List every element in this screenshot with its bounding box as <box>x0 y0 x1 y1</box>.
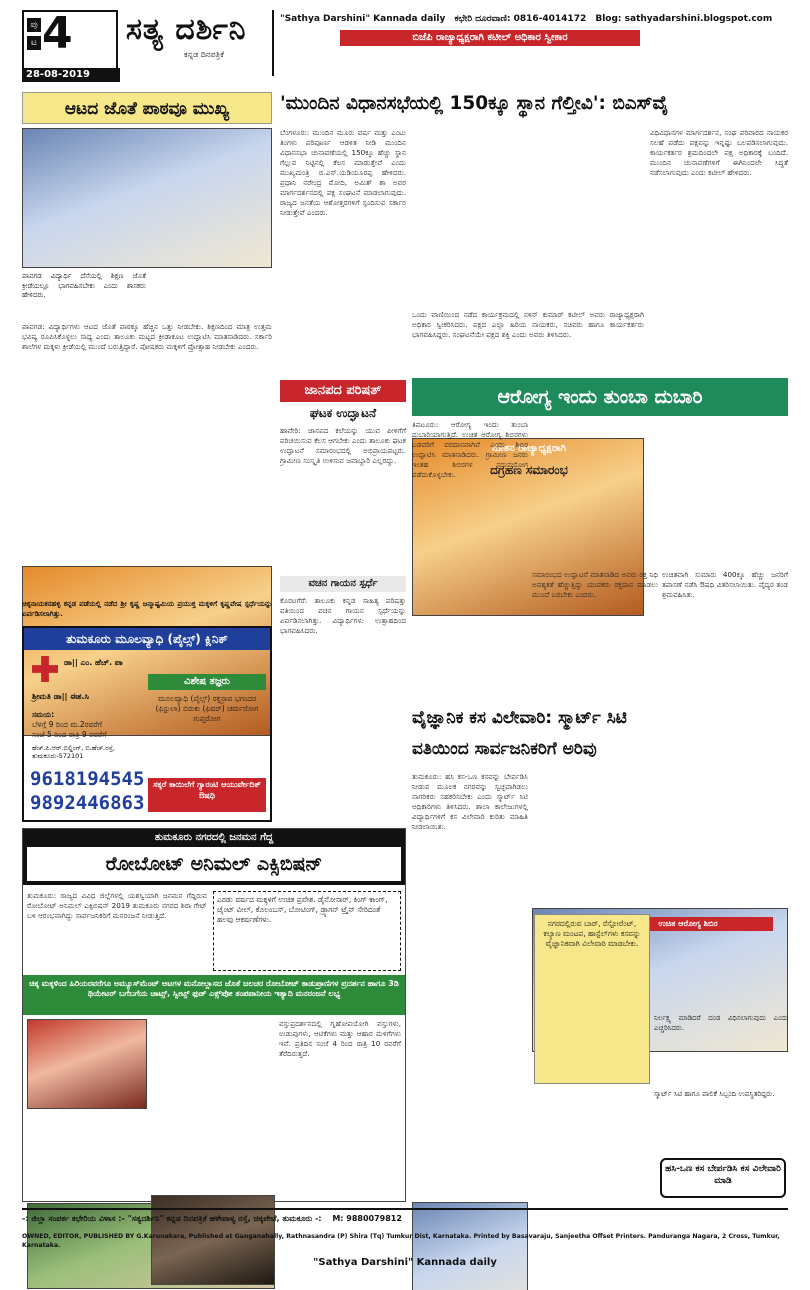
clinic-title: ತುಮಕೂರು ಮೂಲವ್ಯಾಧಿ (ಪೈಲ್ಸ್) ಕ್ಲಿನಿಕ್ <box>24 628 270 650</box>
clinic-phone-1[interactable]: 9618194545 <box>30 768 145 790</box>
red-cross-icon <box>32 656 58 682</box>
lead-photo-banner: ನೂತನ ರಾಜ್ಯಾಧ್ಯಕ್ಷರಾಗಿ <box>491 443 567 454</box>
lead-col-3: ವಿಧಿವಿಧಾನಗಳ ಮಾರ್ಗದರ್ಶನ, ಸಂಘ ಪರಿವಾರದ ನಾಯಕರ ಸಲಹೆ ಪಡೆದು ಪಕ್ಷವನ್ನು ಇನ್ನಷ್ಟು ಬಲಪಡಿಸಲಾಗುವುದು. ಕಾರ್ಯಕರ್ತರ ಶ್ರಮದಿಂದಲೇ ಪಕ್ಷ ಅಧಿಕಾರಕ್ಕೆ ಬಂದಿದೆ. ಮುಂದಿನ ಚುನಾವಣೆಗಳಿಗೆ ಈಗಿನಿಂದಲೇ ಸಿದ್ಧತೆ ನಡೆಸಲಾಗುವುದು ಎಂದು ಕಟೀಲ್ ಹೇಳಿದರು. <box>650 128 788 177</box>
left-caption-2: ಚಿಕ್ಕನಾಯಕನಹಳ್ಳಿ ಕನ್ನಡ ಪಡೆಯಲ್ಲಿ ನಡೆದ ಶ್ರೀ ಕೃಷ್ಣ ಜನ್ಮಾಷ್ಟಮಿಯ ಪ್ರಯುಕ್ತ ಮಕ್ಕಳಿಗೆ ಕೃಷ್ಣವೇಷ ಸ್ಪರ್ಧೆಯನ್ನು ಏರ್ಪಡಿಸಲಾಗಿತ್ತು. <box>22 600 272 618</box>
footer-mobile[interactable]: M: 9880079812 <box>332 1214 402 1223</box>
health-body-3: ಉಚಿತವಾಗಿ ಸುಮಾರು 400ಕ್ಕೂ ಹೆಚ್ಚು ಜನರಿಗೆ ತಪಾಸಣೆ ನಡೆಸಿ ಔಷಧಿ ವಿತರಿಸಲಾಯಿತು. ವೈದ್ಯರ ತಂಡ ಶ್ರಮವಹಿಸಿತು. <box>662 570 788 599</box>
date-bar: 28-08-2019 <box>22 68 120 82</box>
clinic-address: ಹೆಚ್.ಪಿ.ಆರ್.ಬಿಲ್ಡಿಂಗ್, ಬಿ.ಹೆಚ್.ರಸ್ತೆ, ತುಮಕೂರು-572101 <box>32 744 115 760</box>
blog-link[interactable]: Blog: sathyadarshini.blogspot.com <box>595 14 773 24</box>
left-body: ಪಾವಗಡ: ವಿದ್ಯಾರ್ಥಿಗಳು ಆಟದ ಜೊತೆ ಪಾಠಕ್ಕೂ ಹೆಚ್ಚಿನ ಒತ್ತು ನೀಡಬೇಕು. ಶಿಕ್ಷಣದಿಂದ ಮಾತ್ರ ಉತ್ತಮ ಭವಿಷ್ಯ ರೂಪಿಸಿಕೊಳ್ಳಲು ಸಾಧ್ಯ ಎಂದು ತಾಲೂಕು ಮಟ್ಟದ ಕ್ರೀಡಾಕೂಟ ಉದ್ಘಾಟಿಸಿ ಮಾತನಾಡಿದರು. ಸರ್ಕಾರಿ ಶಾಲೆಗಳ ಮಕ್ಕಳು ಕ್ರೀಡೆಯಲ್ಲಿ ಮುಂದೆ ಬರುತ್ತಿದ್ದಾರೆ. ಪೋಷಕರು ಮಕ್ಕಳಿಗೆ ಪ್ರೋತ್ಸಾಹ ನೀಡಬೇಕು ಎಂದರು. <box>22 322 272 351</box>
smartcity-headline-1: ವೈಜ್ಞಾನಿಕ ಕಸ ವಿಲೇವಾರಿ: ಸ್ಮಾರ್ಟ್ ಸಿಟಿ <box>412 708 627 728</box>
lead-col-2: ಒಂದು ವಾಣಿಯಿಂದ ನಡೆದ ಕಾರ್ಯಕ್ರಮದಲ್ಲಿ ನಳಿನ್ ಕುಮಾರ್ ಕಟೀಲ್ ಅವರು ರಾಜ್ಯಾಧ್ಯಕ್ಷರಾಗಿ ಅಧಿಕಾರ ಸ್ವೀಕರಿಸಿದರು. ಪಕ್ಷದ ಎಲ್ಲಾ ಹಿರಿಯ ನಾಯಕರು, ಸಚಿವರು ಹಾಗೂ ಕಾರ್ಯಕರ್ತರು ಭಾಗವಹಿಸಿದ್ದರು. ಸಂಘಟನೆಯೇ ಪಕ್ಷದ ಶಕ್ತಿ ಎಂದು ಅವರು ತಿಳಿಸಿದರು. <box>412 310 644 339</box>
panchayat-subhead: ಘಟಕ ಉದ್ಘಾಟನೆ <box>309 406 377 420</box>
robot-boxed: ಎರಡು ವರ್ಷದ ಮಕ್ಕಳಿಗೆ ಉಚಿತ ಪ್ರವೇಶ. ಡೈನೋಸಾರ್, ಕಿಂಗ್ ಕಾಂಗ್, ಜೈಂಟ್ ವೀಲ್, ಕೊಲಂಬಸ್, ಬೋಟಿಂಗ್, ಡ್ರ್ಯಾಗನ್ ಟ್ರೈನ್ ಸೇರಿದಂತೆ ಹಲವು ಆಕರ್ಷಣೆಗಳು. <box>213 891 401 971</box>
footer-paper-name: "Sathya Darshini" Kannada daily <box>313 1257 497 1268</box>
clinic-timing-2: ಸಂಜೆ 5 ರಿಂದ ರಾತ್ರಿ 9 ರವರೆಗೆ <box>32 730 107 739</box>
paper-tagline: ಕನ್ನಡ ದಿನಪತ್ರಿಕೆ <box>184 50 225 59</box>
lead-kicker: ಬಿಜೆಪಿ ರಾಜ್ಯಾಧ್ಯಕ್ಷರಾಗಿ ಕಟೀಲ್ ಅಧಿಕಾರ ಸ್ವೀಕಾರ <box>340 30 640 46</box>
clinic-timing <box>32 710 146 742</box>
office-phone: ಕಛೇರಿ ದೂರವಾಣಿ: 0816-4014172 <box>454 14 587 24</box>
panchayat-body: ಹಾವೇರಿ: ಜಾನಪದ ಕಲೆಯನ್ನು ಯುವ ಪೀಳಿಗೆಗೆ ಪರಿಚಯಿಸುವ ಕೆಲಸ ಆಗಬೇಕು ಎಂದು ತಾಲೂಕು ಘಟಕ ಉದ್ಘಾಟನೆ ಸಮಾರಂಭದಲ್ಲಿ ಅಭಿಪ್ರಾಯಪಟ್ಟರು. ಗ್ರಾಮೀಣ ಸಂಸ್ಕೃತಿ ಉಳಿಸುವ ಜವಾಬ್ದಾರಿ ಎಲ್ಲರದ್ದು. <box>280 426 406 465</box>
clinic-timing-1: ಬೆಳಿಗ್ಗೆ 9 ರಿಂದ ಮ.2ರವರೆಗೆ <box>32 720 103 729</box>
health-body-2: ಸಮಾರಂಭದ ಉದ್ಘಾಟನೆ ಮಾತನಾಡಿದ ಅವರು ರಕ್ತ ನಿಧಿ ಅವಶ್ಯಕತೆ ಹೆಚ್ಚುತ್ತಿದ್ದು ಯುವಕರು ರಕ್ತದಾನ ಮಾಡಲು ಮುಂದೆ ಬರಬೇಕು ಎಂದರು. <box>532 570 658 599</box>
robot-highlight: ಚಿಕ್ಕ ಮಕ್ಕಳಿಂದ ಹಿರಿಯರವರೆಗೂ ಅಮ್ಯೂಸ್‌ಮೆಂಟ್ ಆಟಗಳ ಮನೋಲ್ಲಾಸದ ಜೊತೆ ಜಲಚರ ರೋಬೋಟ್ ಕಾಡುಪ್ರಾಣಿಗಳ ಪ್ರದರ್ಶನ ಹಾಗೂ 3ಡಿ ಥಿಯೇಟರ್ ಬಗೆಬಗೆಯ ಚಾಟ್ಸ್, ಸ್ವೀಟ್ಸ್ ಫುಡ್ ಎಕ್ಸ್‌ಪೋ ತಂಪಪಾನೀಯ ಇತ್ಯಾದಿ ಮನರಂಜನೆ ಲಭ್ಯ <box>23 975 405 1015</box>
smartcity-caption: ನಿರ್ಲಕ್ಷ್ಯ ಮಾಡಿದರೆ ದಂಡ ವಿಧಿಸಲಾಗುವುದು ಎಂದು ಎಚ್ಚರಿಸಿದರು. <box>654 1014 788 1032</box>
robot-headline: ರೋಬೋಟ್ ಅನಿಮಲ್ ಎಕ್ಸಿಬಿಷನ್ <box>27 847 401 881</box>
smartcity-badge: ಹಸಿ-ಒಣ ಕಸ ಬೇರ್ಪಡಿಸಿ ಕಸ ವಿಲೇವಾರಿ ಮಾಡಿ <box>660 1158 786 1198</box>
page-label-top: ಪು <box>27 18 41 32</box>
smartcity-body: ತುಮಕೂರು: ಹಸಿ ಕಸ-ಒಣ ಕಸವನ್ನು ಬೇರ್ಪಡಿಸಿ ನೀಡುವ ಮೂಲಕ ನಗರವನ್ನು ಸ್ವಚ್ಛವಾಗಿಡಲು ನಾಗರಿಕರು ಸಹಕರಿಸಬೇಕು ಎಂದು ಸ್ಮಾರ್ಟ್ ಸಿಟಿ ಅಧಿಕಾರಿಗಳು ತಿಳಿಸಿದರು. ಶಾಲಾ ಕಾಲೇಜುಗಳಲ್ಲಿ ವಿದ್ಯಾರ್ಥಿಗಳಿಗೆ ಕಸ ವಿಲೇವಾರಿ ಕುರಿತು ಮಾಹಿತಿ ನೀಡಲಾಯಿತು. <box>412 772 528 831</box>
smartcity-headline-2: ವತಿಯಿಂದ ಸಾರ್ವಜನಿಕರಿಗೆ ಅರಿವು <box>412 739 597 759</box>
page-number-box <box>22 8 247 80</box>
left-caption-1: ಪಾವಗಡ ವಿದ್ಯಾರ್ಥಿ ದೆಸೆಯಲ್ಲಿ ಶಿಕ್ಷಣ ಜೊತೆ ಕ್ರೀಡೆಯಲ್ಲೂ ಭಾಗವಹಿಸಬೇಕು ಎಂದು ಶಾಸಕರು ಹೇಳಿದರು. <box>22 272 146 299</box>
robot-side-text: ವಸ್ತುಪ್ರದರ್ಶನದಲ್ಲಿ ಗೃಹೋಪಯೋಗಿ ವಸ್ತುಗಳು, ಉಡುಪುಗಳು, ಆಟಿಕೆಗಳು ಮತ್ತು ಆಹಾರ ಮಳಿಗೆಗಳು ಇವೆ. ಪ್ರತಿದಿನ ಸಂಜೆ 4 ರಿಂದ ರಾತ್ರಿ 10 ರವರೆಗೆ ತೆರೆದಿರುತ್ತದೆ. <box>279 1019 401 1058</box>
paper-name: ಸತ್ಯ ದರ್ಶಿನಿ <box>126 12 247 47</box>
footer-imprint: OWNED, EDITOR, PUBLISHED BY G.Karunakara, Published at Ganganahally, Rathnasandra (P) Shira (Tq) Tumkur Dist, Karnataka. Printed by Basavaraju, Sanjeetha Offset Printers. Panduranga Nagara, 2 Cross, Tumkur, Karnataka. <box>22 1233 780 1249</box>
masthead <box>22 10 792 84</box>
contact-strip <box>280 10 792 28</box>
health-headline: ಆರೋಗ್ಯ ಇಂದು ತುಂಬಾ ದುಬಾರಿ <box>412 378 788 416</box>
paper-english: "Sathya Darshini" Kannada daily <box>280 14 446 24</box>
lead-col-1: ಬೆಂಗಳೂರು: ಮುಂದಿನ ಮೂರು ವರ್ಷ ಮತ್ತು ಎಂಟು ತಿಂಗಳು ಪರಿಪೂರ್ಣ ಆಡಳಿತ ನೀಡಿ ಮುಂದಿನ ವಿಧಾನಸಭಾ ಚುನಾವಣೆಯಲ್ಲಿ 150ಕ್ಕೂ ಹೆಚ್ಚು ಸ್ಥಾನ ಗೆಲ್ಲುವ ನಿಟ್ಟಿನಲ್ಲಿ ಕೆಲಸ ಮಾಡುತ್ತೇವೆ ಎಂದು ಮುಖ್ಯಮಂತ್ರಿ ಬಿ.ಎಸ್.ಯಡಿಯೂರಪ್ಪ ಹೇಳಿದರು. ಪ್ರಧಾನಿ ನರೇಂದ್ರ ಮೋದಿ, ಅಮಿತ್ ಶಾ ಅವರ ಮಾರ್ಗದರ್ಶನದಲ್ಲಿ ಪಕ್ಷ ಸಂಘಟನೆ ಮಾಡಲಾಗುವುದು. ರಾಜ್ಯದ ಜನತೆಯ ಆಶೋತ್ತರಗಳಿಗೆ ಸ್ಪಂದಿಸುವ ಸರ್ಕಾರ ನೀಡುತ್ತೇವೆ ಎಂದರು. <box>280 128 406 217</box>
clinic-specialist: ವಿಶೇಷ ತಜ್ಞರು <box>148 674 266 690</box>
page-number: 4 <box>42 8 73 59</box>
clinic-ad <box>22 626 272 822</box>
clinic-assistant: ಶ್ರೀಮತಿ ಡಾ|| ಈಶ.ಸಿ <box>32 692 89 701</box>
robot-header <box>23 829 405 885</box>
footer-rule <box>22 1208 788 1210</box>
panchayat-headline: ಜಾನಪದ ಪರಿಷತ್ <box>280 380 406 402</box>
clinic-doctor: ಡಾ|| ಎಂ. ಹೆಚ್. ಪಾ <box>64 658 123 667</box>
health-body: ತಿಪಟೂರು: ಆರೋಗ್ಯ ಇಂದು ತುಂಬಾ ದುಬಾರಿಯಾಗುತ್ತಿದೆ. ಉಚಿತ ಆರೋಗ್ಯ ಶಿಬಿರಗಳು ಬಡವರಿಗೆ ವರದಾನವಾಗಿವೆ ಎಂದು ಶಿಬಿರ ಉದ್ಘಾಟಿಸಿ ಮಾತನಾಡಿದರು. ಗ್ರಾಮೀಣ ಜನರು ಇಂತಹ ಶಿಬಿರಗಳ ಸದುಪಯೋಗ ಪಡೆದುಕೊಳ್ಳಬೇಕು. <box>412 420 528 479</box>
clinic-phone-2[interactable]: 9892446863 <box>30 792 145 814</box>
smartcity-sidebar: ನಗರದಲ್ಲಿರುವ ಬಾರ್, ರೆಸ್ಟೋರೆಂಟ್, ಕಲ್ಯಾಣ ಮಂಟಪ, ಹಾಸ್ಟೆಲ್‌ಗಳು ಕಸವನ್ನು ವೈಜ್ಞಾನಿಕವಾಗಿ ವಿಲೇವಾರಿ ಮಾಡಬೇಕು. <box>534 914 650 1084</box>
robot-kicker: ತುಮಕೂರು ನಗರದಲ್ಲಿ ಜನಮನ ಗೆದ್ದ <box>154 832 274 843</box>
left-headline: ಆಟದ ಜೊತೆ ಪಾಠವೂ ಮುಖ್ಯ <box>22 92 272 124</box>
page-label-bottom: ಟ <box>27 36 41 50</box>
health-banner: ಉಚಿತ ಆರೋಗ್ಯ ಶಿಬಿರ <box>603 917 773 931</box>
panchayat-sub2: ವಚನ ಗಾಯನ ಸ್ಪರ್ಧೆ <box>280 576 406 592</box>
clinic-footer: ಸಕ್ಕರೆ ಕಾಯಿಲೆಗೆ ಗ್ಯಾರಂಟಿ ಆಯುರ್ವೇದಿಕ್ ಔಷಧಿ <box>148 778 266 812</box>
lead-headline: 'ಮುಂದಿನ ವಿಧಾನಸಭೆಯಲ್ಲಿ 150ಕ್ಕೂ ಸ್ಥಾನ ಗೆಲ್ತೀವಿ': ಬಿಎಸ್‌ವೈ <box>280 93 669 114</box>
lead-photo-stage: ದಗ್ರಹಣ ಸಮಾರಂಭ <box>490 463 568 477</box>
left-photo-1 <box>22 128 272 268</box>
footer-notice <box>22 1212 788 1226</box>
clinic-timing-label: ಸಮಯ: <box>32 710 55 719</box>
robot-intro: ತುಮಕೂರು: ರಾಜ್ಯದ ವಿವಿಧ ಜಿಲ್ಲೆಗಳಲ್ಲಿ ಯಶಸ್ವಿಯಾಗಿ ಜನಮನ ಗೆದ್ದಿರುವ ರೋಬೋಟ್ ಅನಿಮಲ್ ಎಕ್ಸಿಬಿಷನ್ 2019 ತುಮಕೂರು ನಗರದ ಶಿರಾ ಗೇಟ್ ಬಳಿ ಆರಂಭವಾಗಿದ್ದು ಸಾರ್ವಜನಿಕರಿಗೆ ಮನರಂಜನೆ ನೀಡುತ್ತಿದೆ. <box>27 891 207 920</box>
footer-address: -: ಜಿಲ್ಲಾ ಸಂಪರ್ಕ ಕಛೇರಿಯ ವಿಳಾಸ :- "ಸತ್ಯದರ್ಶಿನಿ" ಕನ್ನಡ ದಿನಪತ್ರಿಕೆ ಹಳೇಪಾಳ್ಯ ರಸ್ತೆ, ಚಿಕ್ಕಪೇಟೆ, ತುಮಕೂರು -: <box>22 1214 322 1223</box>
robot-photo-1 <box>27 1019 147 1109</box>
panchayat-body2: ಕೊರಟಗೆರೆ: ತಾಲೂಕು ಕನ್ನಡ ಸಾಹಿತ್ಯ ಪರಿಷತ್ತು ವತಿಯಿಂದ ವಚನ ಗಾಯನ ಸ್ಪರ್ಧೆಯನ್ನು ಏರ್ಪಡಿಸಲಾಗಿತ್ತು. ವಿದ್ಯಾರ್ಥಿಗಳು ಉತ್ಸಾಹದಿಂದ ಭಾಗವಹಿಸಿದರು. <box>280 596 406 635</box>
masthead-vertical-rule <box>272 10 274 76</box>
clinic-services: ಮೂಲವ್ಯಾಧಿ (ಪೈಲ್ಸ್) ರಕ್ತಸ್ರಾವ ಭಗಂದರ (ಫಿಸ್ಟುಲಾ) ಬಿರುಕು (ಫಿಷರ್) ಚರ್ಮರೋಗ ಗುಪ್ತರೋಗ <box>155 694 259 723</box>
smartcity-caption-2: ಸ್ಮಾರ್ಟ್ ಸಿಟಿ ಹಾಗೂ ಪಾಲಿಕೆ ಸಿಬ್ಬಂದಿ ಉಪಸ್ಥಿತರಿದ್ದರು. <box>654 1090 775 1098</box>
robot-section <box>22 828 406 1202</box>
